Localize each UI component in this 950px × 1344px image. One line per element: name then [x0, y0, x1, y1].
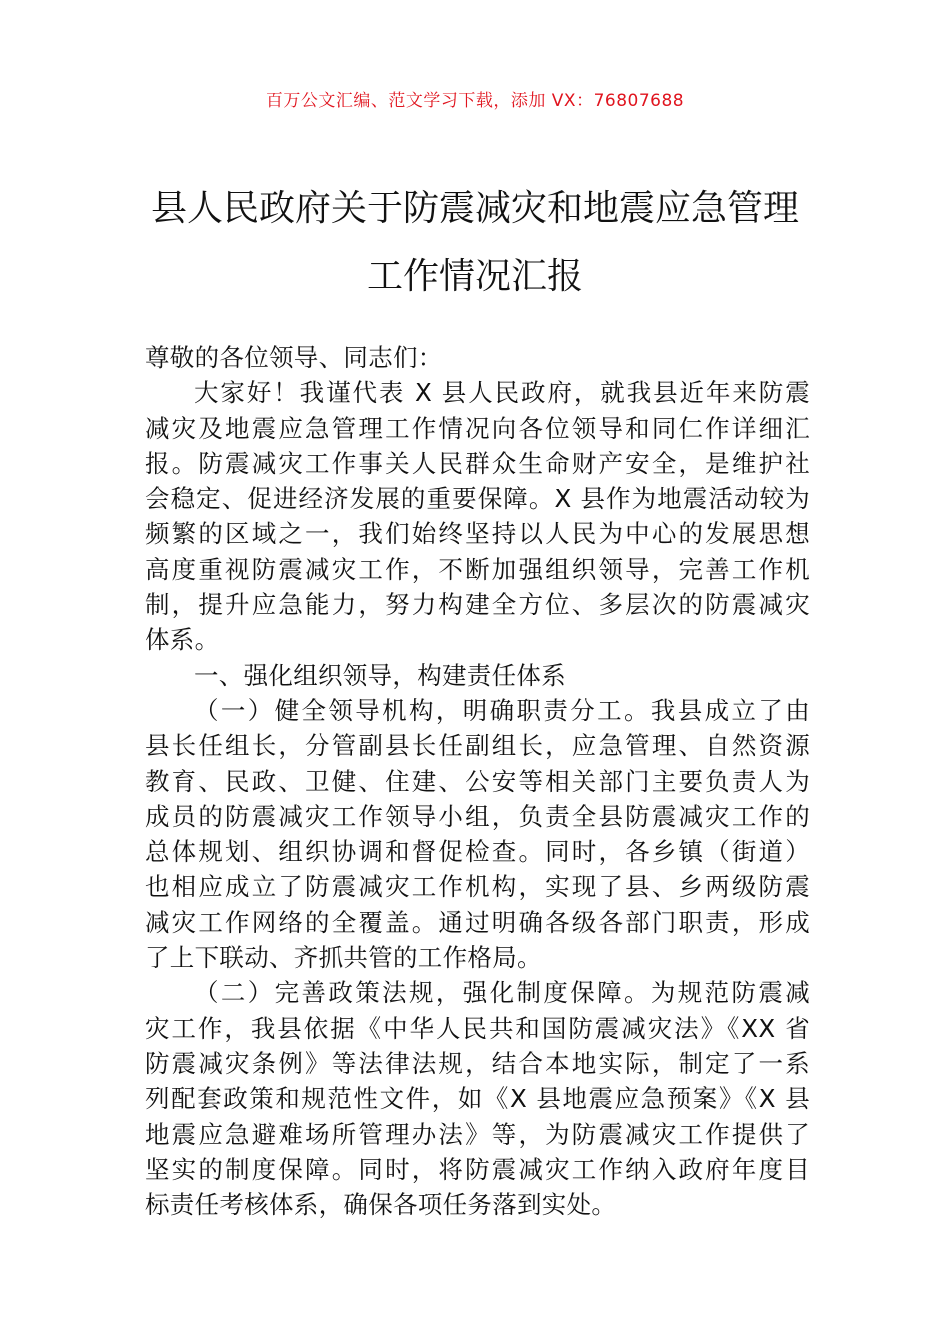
body-line: 县长任组长，分管副县长任副组长，应急管理、自然资源: [145, 731, 810, 761]
body-line: 体系。: [145, 625, 220, 655]
body-line: 列配套政策和规范性文件，如《X 县地震应急预案》《X 县: [145, 1084, 810, 1114]
body-line: 坚实的制度保障。同时，将防震减灾工作纳入政府年度目: [145, 1154, 810, 1184]
body-line: （一）健全领导机构，明确职责分工。我县成立了由: [194, 695, 810, 725]
body-line: 防震减灾条例》等法律法规，结合本地实际，制定了一系: [145, 1048, 810, 1078]
document-title-line-1: 县人民政府关于防震减灾和地震应急管理: [150, 188, 799, 229]
watermark-banner: 百万公文汇编、范文学习下载，添加 VX：76807688: [265, 91, 685, 111]
body-line: 高度重视防震减灾工作，不断加强组织领导，完善工作机: [145, 554, 810, 584]
body-line: 减灾工作网络的全覆盖。通过明确各级各部门职责，形成: [145, 907, 810, 937]
body-line: 减灾及地震应急管理工作情况向各位领导和同仁作详细汇: [145, 413, 810, 443]
body-line: 尊敬的各位领导、同志们：: [145, 343, 443, 372]
body-line: 会稳定、促进经济发展的重要保障。X 县作为地震活动较为: [145, 484, 810, 514]
document-body: [145, 340, 810, 1222]
body-line: 灾工作，我县依据《中华人民共和国防震减灾法》《XX 省: [145, 1013, 810, 1043]
body-line: 频繁的区域之一，我们始终坚持以人民为中心的发展思想: [145, 519, 810, 549]
body-line: （二）完善政策法规，强化制度保障。为规范防震减: [194, 978, 810, 1008]
body-line: 制，提升应急能力，努力构建全方位、多层次的防震减灾: [145, 590, 810, 620]
body-line: 教育、民政、卫健、住建、公安等相关部门主要负责人为: [145, 766, 810, 796]
body-line: 报。防震减灾工作事关人民群众生命财产安全，是维护社: [145, 448, 810, 478]
section-heading: 一、强化组织领导，构建责任体系: [194, 660, 566, 690]
body-line: 成员的防震减灾工作领导小组，负责全县防震减灾工作的: [145, 801, 810, 831]
body-line: 标责任考核体系，确保各项任务落到实处。: [145, 1190, 617, 1220]
body-line: 也相应成立了防震减灾工作机构，实现了县、乡两级防震: [145, 872, 810, 902]
body-line: 了上下联动、齐抓共管的工作格局。: [145, 943, 542, 973]
body-line: 大家好！我谨代表 X 县人民政府，就我县近年来防震: [194, 378, 810, 408]
document-title-line-2: 工作情况汇报: [366, 256, 583, 297]
body-line: 地震应急避难场所管理办法》等，为防震减灾工作提供了: [145, 1119, 810, 1149]
body-line: 总体规划、组织协调和督促检查。同时，各乡镇（街道）: [145, 837, 810, 867]
